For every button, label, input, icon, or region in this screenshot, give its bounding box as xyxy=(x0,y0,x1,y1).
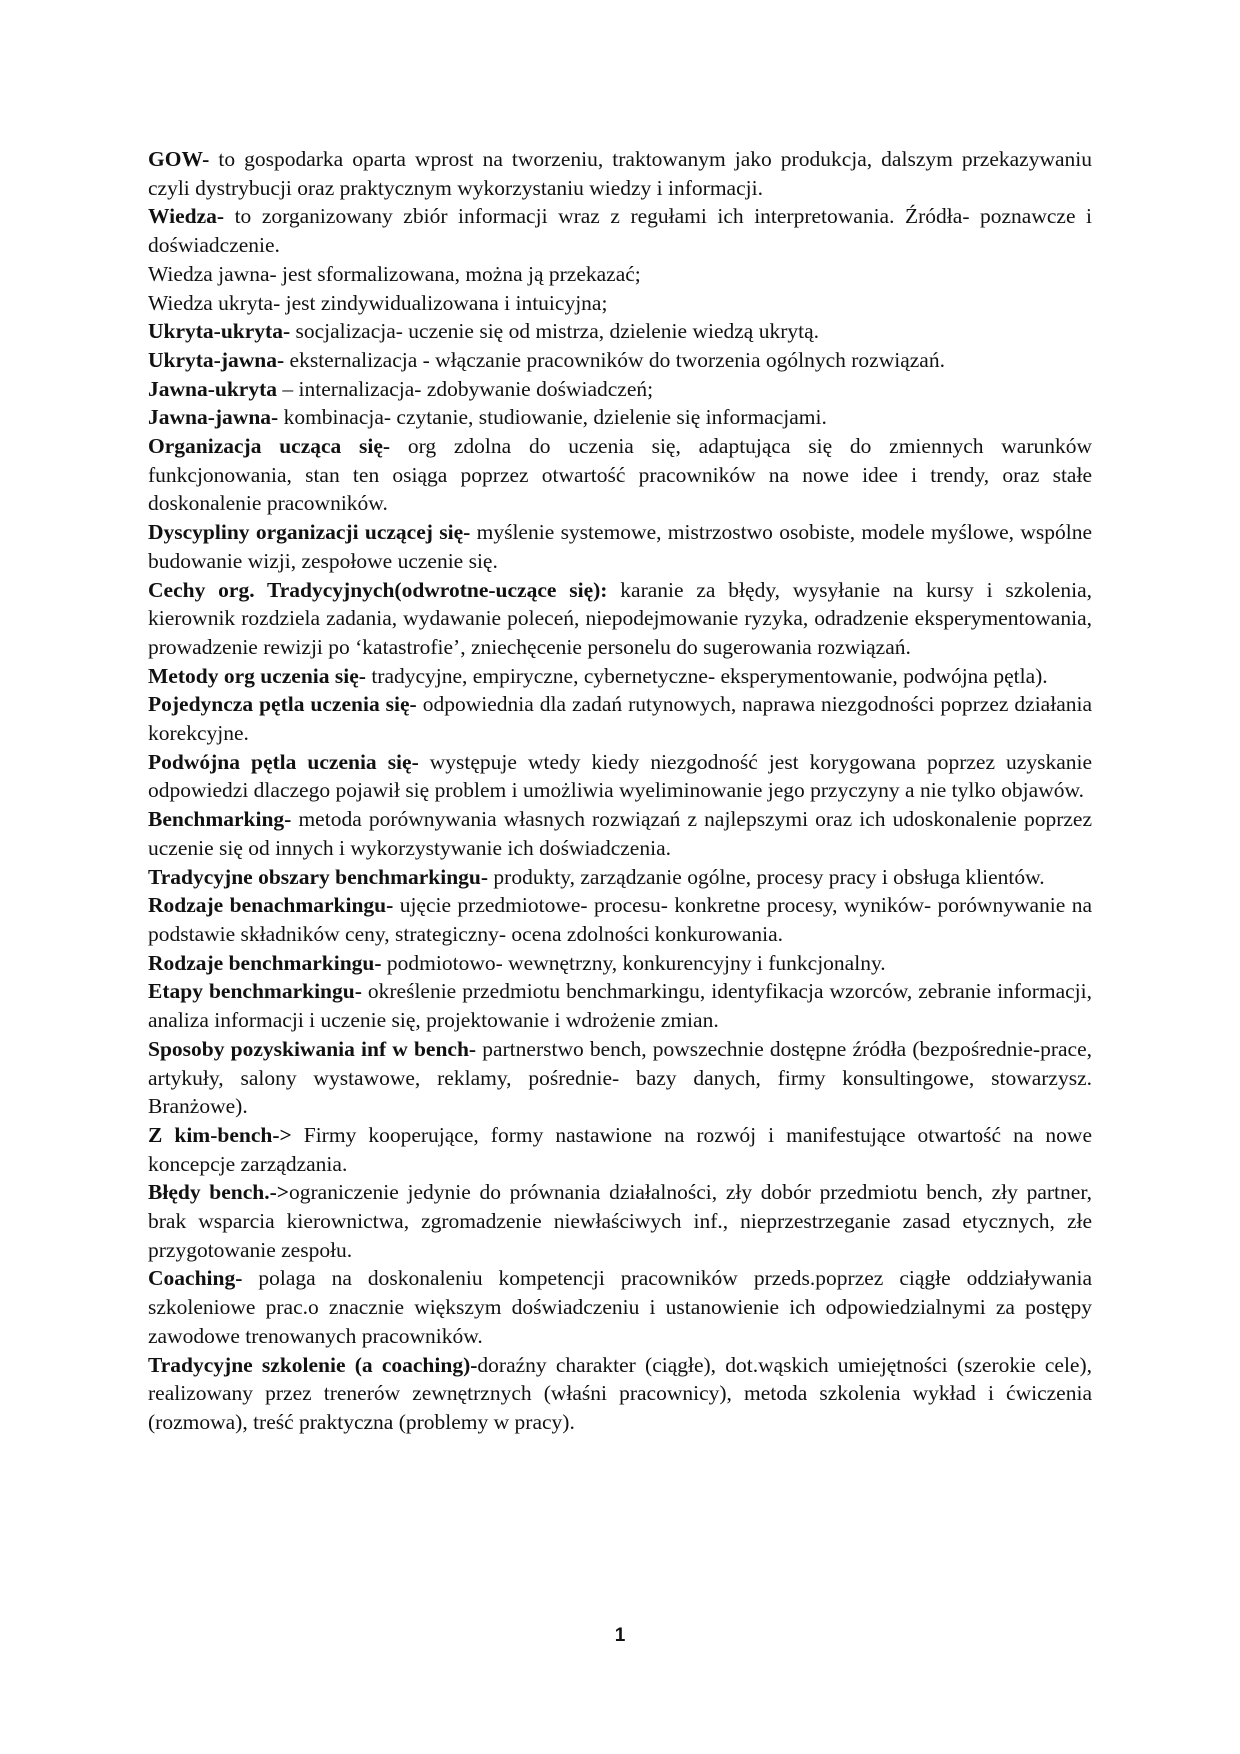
definition-podwojna-petla: występuje wtedy kiedy niezgodność jest korygowana poprzez uzyskanie odpowiedzi dlaczego pojawił się problem i umożliwia wyeliminowanie jego przyczyny a nie tylko objawów. xyxy=(148,749,1092,803)
term-coaching: Coaching- xyxy=(148,1266,243,1291)
definition-etapy-benchmarkingu: określenie przedmiotu benchmarkingu, identyfikacja wzorców, zebranie informacji, analiza informacji i uczenie się, projektowanie i wdrożenie zmian. xyxy=(148,979,1092,1033)
paragraph-sposoby-pozyskiwania xyxy=(148,1035,1092,1121)
paragraph-etapy-benchmarkingu xyxy=(148,977,1092,1034)
definition-benchmarking: metoda porównywania własnych rozwiązań z najlepszymi oraz ich udoskonalenie poprzez uczenie się od innych i wykorzystywanie ich doświadczenia. xyxy=(148,807,1092,860)
term-rodzaje-podmiotowe: Rodzaje benchmarkingu- xyxy=(148,950,382,975)
term-organizacja-uczaca: Organizacja ucząca się- xyxy=(148,434,391,459)
paragraph-tradycyjne-szkolenie xyxy=(148,1351,1092,1437)
paragraph-rodzaje-podmiotowe xyxy=(148,949,1092,978)
paragraph-wiedza-jawna xyxy=(148,260,1092,289)
definition-rodzaje-podmiotowe: podmiotowo- wewnętrzny, konkurencyjny i funkcjonalny. xyxy=(381,950,886,975)
paragraph-podwojna-petla xyxy=(148,748,1092,805)
paragraph-pojedyncza-petla xyxy=(148,690,1092,747)
paragraph-bledy-bench xyxy=(148,1178,1092,1264)
definition-coaching: polaga na doskonaleniu kompetencji pracowników przeds.poprzez ciągłe oddziaływania szkoleniowe prac.o znacznie większym doświadczeniu i ustanowienie ich odpowiedzialnymi za postępy zawodowe trenowanych pracowników. xyxy=(148,1266,1092,1348)
definition-wiedza-jawna: Wiedza jawna- jest sformalizowana, można ją przekazać; xyxy=(148,261,641,286)
paragraph-jawna-ukryta xyxy=(148,375,1092,404)
term-sposoby-pozyskiwania: Sposoby pozyskiwania inf w bench- xyxy=(148,1036,477,1061)
paragraph-ukryta-ukryta xyxy=(148,317,1092,346)
definition-jawna-ukryta: – internalizacja- zdobywanie doświadczeń; xyxy=(277,376,654,401)
term-bledy-bench: Błędy bench.-> xyxy=(148,1180,289,1205)
paragraph-organizacja-uczaca xyxy=(148,432,1092,518)
term-ukryta-jawna: Ukryta-jawna- xyxy=(148,347,285,372)
term-dyscypliny: Dyscypliny organizacji uczącej się- xyxy=(148,520,471,545)
term-cechy-org: Cechy org. Tradycyjnych(odwrotne-uczące się): xyxy=(148,577,608,602)
definition-gow: to gospodarka oparta wprost na tworzeniu, traktowanym jako produkcja, dalszym przekazywaniu czyli dystrybucji oraz praktycznym wykorzystaniu wiedzy i informacji. xyxy=(148,147,1092,200)
paragraph-ukryta-jawna xyxy=(148,346,1092,375)
term-etapy-benchmarkingu: Etapy benchmarkingu- xyxy=(148,979,362,1004)
paragraph-benchmarking xyxy=(148,805,1092,862)
paragraph-rodzaje-przedmiotowe xyxy=(148,891,1092,948)
definition-tradycyjne-szkolenie: doraźny charakter (ciągłe), dot.wąskich umiejętności (szerokie cele), realizowany przez trenerów zewnętrznych (właśni pracownicy), metoda szkolenia wykład i ćwiczenia (rozmowa), treść praktyczna (problemy w pracy). xyxy=(148,1352,1092,1434)
definition-wiedza-ukryta: Wiedza ukryta- jest zindywidualizowana i intuicyjna; xyxy=(148,290,608,315)
document-page xyxy=(148,145,1092,1437)
paragraph-wiedza-ukryta xyxy=(148,289,1092,318)
paragraph-jawna-jawna xyxy=(148,403,1092,432)
term-tradycyjne-szkolenie: Tradycyjne szkolenie (a coaching)- xyxy=(148,1352,478,1377)
term-jawna-jawna: Jawna-jawna- xyxy=(148,405,279,430)
term-podwojna-petla: Podwójna pętla uczenia się- xyxy=(148,749,419,774)
definition-ukryta-jawna: eksternalizacja - włączanie pracowników do tworzenia ogólnych rozwiązań. xyxy=(284,347,945,372)
definition-pojedyncza-petla: odpowiednia dla zadań rutynowych, naprawa niezgodności poprzez działania korekcyjne. xyxy=(148,692,1093,746)
term-metody-org: Metody org uczenia się- xyxy=(148,663,366,688)
paragraph-z-kim-bench xyxy=(148,1121,1092,1178)
paragraph-coaching xyxy=(148,1264,1092,1350)
term-benchmarking: Benchmarking- xyxy=(148,807,292,832)
definition-jawna-jawna: kombinacja- czytanie, studiowanie, dzielenie się informacjami. xyxy=(278,405,827,430)
page-number: 1 xyxy=(614,1625,626,1646)
term-jawna-ukryta: Jawna-ukryta xyxy=(148,376,278,401)
paragraph-wiedza xyxy=(148,202,1092,259)
definition-wiedza: to zorganizowany zbiór informacji wraz z regułami ich interpretowania. Źródła- poznawcze i doświadczenie. xyxy=(148,204,1092,258)
paragraph-dyscypliny xyxy=(148,518,1092,575)
definition-cechy-org: karanie za błędy, wysyłanie na kursy i szkolenia, kierownik rozdziela zadania, wydawanie poleceń, niepodejmowanie ryzyka, odradzenie eksperymentowania, prowadzenie rewizji po ‘katastrofie’, zniechęcenie personelu do sugerowania rozwiązań. xyxy=(148,577,1092,659)
paragraph-gow xyxy=(148,145,1092,202)
term-pojedyncza-petla: Pojedyncza pętla uczenia się- xyxy=(148,692,417,717)
paragraph-cechy-org xyxy=(148,576,1092,662)
definition-rodzaje-przedmiotowe: ujęcie przedmiotowe- procesu- konkretne procesy, wyników- porównywanie na podstawie składników ceny, strategiczny- ocena zdolności konkurowania. xyxy=(148,893,1092,946)
term-ukryta-ukryta: Ukryta-ukryta- xyxy=(148,319,291,344)
term-z-kim-bench: Z kim-bench-> xyxy=(148,1122,292,1147)
definition-organizacja-uczaca: org zdolna do uczenia się, adaptująca się do zmiennych warunków funkcjonowania, stan ten osiąga poprzez otwartość pracowników na nowe idee i trendy, oraz stałe doskonalenie pracowników. xyxy=(148,434,1093,516)
definition-dyscypliny: myślenie systemowe, mistrzostwo osobiste, modele myślowe, wspólne budowanie wizji, zespołowe uczenie się. xyxy=(148,520,1092,573)
definition-metody-org: tradycyjne, empiryczne, cybernetyczne- eksperymentowanie, podwójna pętla). xyxy=(365,663,1048,688)
definition-sposoby-pozyskiwania: partnerstwo bench, powszechnie dostępne źródła (bezpośrednie-prace, artykuły, salony wystawowe, reklamy, pośrednie- bazy danych, firmy konsultingowe, stowarzysz. Branżowe). xyxy=(148,1036,1093,1119)
definition-obszary-benchmarkingu: produkty, zarządzanie ogólne, procesy pracy i obsługa klientów. xyxy=(488,864,1045,889)
term-rodzaje-przedmiotowe: Rodzaje benachmarkingu- xyxy=(148,893,394,918)
definition-bledy-bench: ograniczenie jedynie do prównania działalności, zły dobór przedmiotu bench, zły partner, brak wsparcia kierownictwa, zgromadzenie niewłaściwych inf., nieprzestrzeganie zasad etycznych, złe przygotowanie zespołu. xyxy=(148,1180,1092,1262)
term-wiedza: Wiedza- xyxy=(148,204,225,229)
paragraph-metody-org xyxy=(148,662,1092,691)
paragraph-obszary-benchmarkingu xyxy=(148,863,1092,892)
term-obszary-benchmarkingu: Tradycyjne obszary benchmarkingu- xyxy=(148,864,489,889)
definition-z-kim-bench: Firmy kooperujące, formy nastawione na rozwój i manifestujące otwartość na nowe koncepcje zarządzania. xyxy=(148,1122,1092,1176)
term-gow: GOW- xyxy=(148,147,210,171)
definition-ukryta-ukryta: socjalizacja- uczenie się od mistrza, dzielenie wiedzą ukrytą. xyxy=(290,319,820,344)
